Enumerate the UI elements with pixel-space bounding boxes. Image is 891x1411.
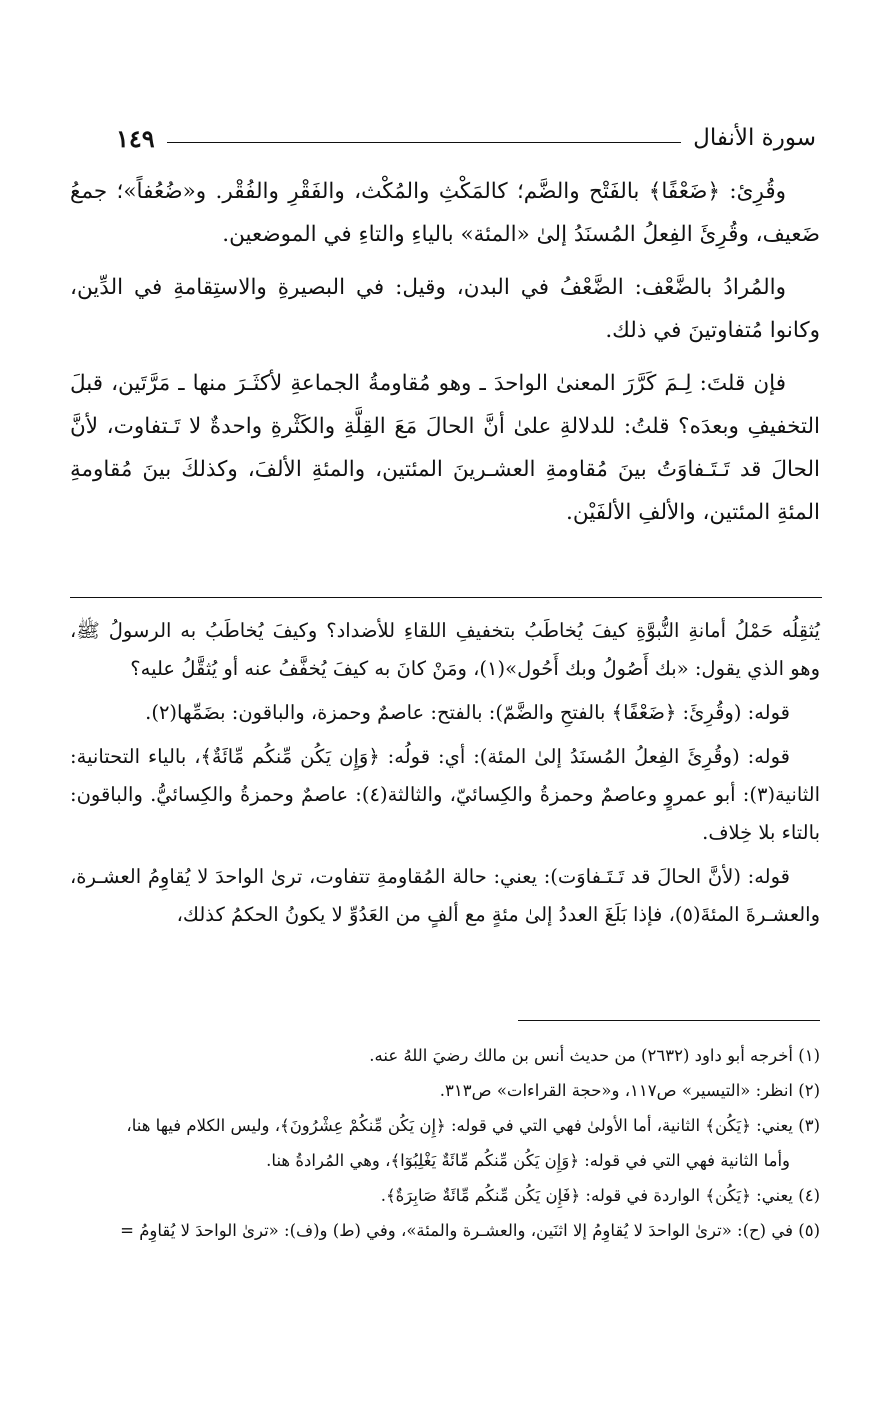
commentary-paragraph: قوله: (وقُرِئَ: ﴿ضَعْفًا﴾ بالفتحِ والضَّمّ): بالفتح: عاصمٌ وحمزة، والباقون: بضَمِّها(٢). bbox=[145, 701, 790, 724]
footnotes bbox=[70, 1040, 820, 1250]
main-paragraph: والمُرادُ بالضَّعْف: الضَّعْفُ في البدن، وقيل: في البصيرةِ والاستِقامةِ في الدِّين، وكانوا مُتفاوتينَ في ذلك. bbox=[70, 275, 820, 343]
page-number: ١٤٩ bbox=[116, 123, 155, 153]
footnote: (٤) يعني: ﴿يَكُن﴾ الواردة في قوله: ﴿فَإِن يَكُن مِّنكُم مِّائَةٌ صَابِرَةٌ﴾. bbox=[380, 1186, 820, 1205]
main-paragraph: فإن قلتَ: لِـمَ كَرَّرَ المعنىٰ الواحدَ ـ وهو مُقاومةُ الجماعةِ لأكثَـرَ منها ـ مَرَّتَين، قبلَ التخفيفِ وبعدَه؟ قلتُ: للدلالةِ علىٰ أنَّ الحالَ مَعَ القِلَّةِ والكَثْرةِ واحدةٌ لا تَـتفاوت، لأنَّ الحالَ قد تَـتَـفاوَتُ بينَ مُقاومةِ العشـرينَ المئتين، والمئةِ الألفَ، وكذلكَ بينَ مُقاومةِ المئةِ المئتين، والألفِ الألفَيْن. bbox=[70, 371, 820, 525]
footnote: (٣) يعني: ﴿يَكُن﴾ الثانية، أما الأولىٰ فهي التي في قوله: ﴿إِن يَكُن مِّنكُمْ عِشْرُونَ﴾، وليس الكلام فيها هنا، bbox=[126, 1116, 820, 1135]
footnote: (٢) انظر: «التيسير» ص١١٧، و«حجة القراءات» ص٣١٣. bbox=[439, 1081, 820, 1100]
footnote-divider bbox=[518, 1020, 820, 1021]
running-title: سورة الأنفال bbox=[693, 125, 816, 151]
main-text bbox=[70, 170, 820, 544]
commentary-paragraph: يُثقِلُه حَمْلُ أمانةِ النُّبوَّةِ كيفَ يُخاطَبُ بتخفيفِ اللقاءِ للأضداد؟ وكيفَ يُخاطَبُ به الرسولُ ﷺ، وهو الذي يقول: «بك أَصُولُ وبك أَحُول»(١)، ومَنْ كانَ به كيفَ يُخفَّفُ عنه أو يُثقَّلُ عليه؟ bbox=[70, 619, 820, 680]
page-header bbox=[116, 118, 816, 158]
main-paragraph: وقُرِئ: ﴿ضَعْفًا﴾ بالفَتْح والضَّم؛ كالمَكْثِ والمُكْث، والفَقْرِ والفُقْر. و«ضُعُفاً»؛ جمعُ ضَعيف، وقُرِئَ الفِعلُ المُسنَدُ إلىٰ «المئة» بالياءِ والتاءِ في الموضعين. bbox=[70, 179, 820, 247]
footnote: (١) أخرجه أبو داود (٢٦٣٢) من حديث أنس بن مالك رضيَ اللهُ عنه. bbox=[369, 1046, 820, 1065]
footnote-continuation: وأما الثانية فهي التي في قوله: ﴿وَإِن يَكُن مِّنكُم مِّائَةٌ يَغْلِبُوٓا﴾، وهي المُرادةُ هنا. bbox=[266, 1151, 790, 1170]
commentary-paragraph: قوله: (لأنَّ الحالَ قد تَـتَـفاوَت): يعني: حالة المُقاومةِ تتفاوت، ترىٰ الواحدَ لا يُقاوِمُ العشـرة، والعشـرةَ المئةَ(٥)، فإذا بَلَغَ العددُ إلىٰ مئةٍ مع ألفٍ من العَدُوِّ لا يكونُ الحكمُ كذلك، bbox=[70, 865, 820, 926]
footnote: (٥) في (ح): «ترىٰ الواحدَ لا يُقاوِمُ إلا اثنَين، والعشـرة والمئة»، وفي (ط) و(ف): «ترىٰ الواحدَ لا يُقاوِمُ = bbox=[120, 1221, 820, 1240]
header-rule bbox=[167, 142, 681, 143]
section-divider bbox=[70, 597, 822, 598]
commentary bbox=[70, 612, 820, 940]
commentary-paragraph: قوله: (وقُرِئَ الفِعلُ المُسنَدُ إلىٰ المئة): أي: قولُه: ﴿وَإِن يَكُن مِّنكُم مِّائَةٌ﴾، بالياء التحتانية: الثانية(٣): أبو عمروٍ وعاصمٌ وحمزةُ والكِسائيّ، والثالثة(٤): عاصمٌ وحمزةُ والكِسائيُّ. والباقون: بالتاء بلا خِلاف. bbox=[70, 745, 821, 844]
